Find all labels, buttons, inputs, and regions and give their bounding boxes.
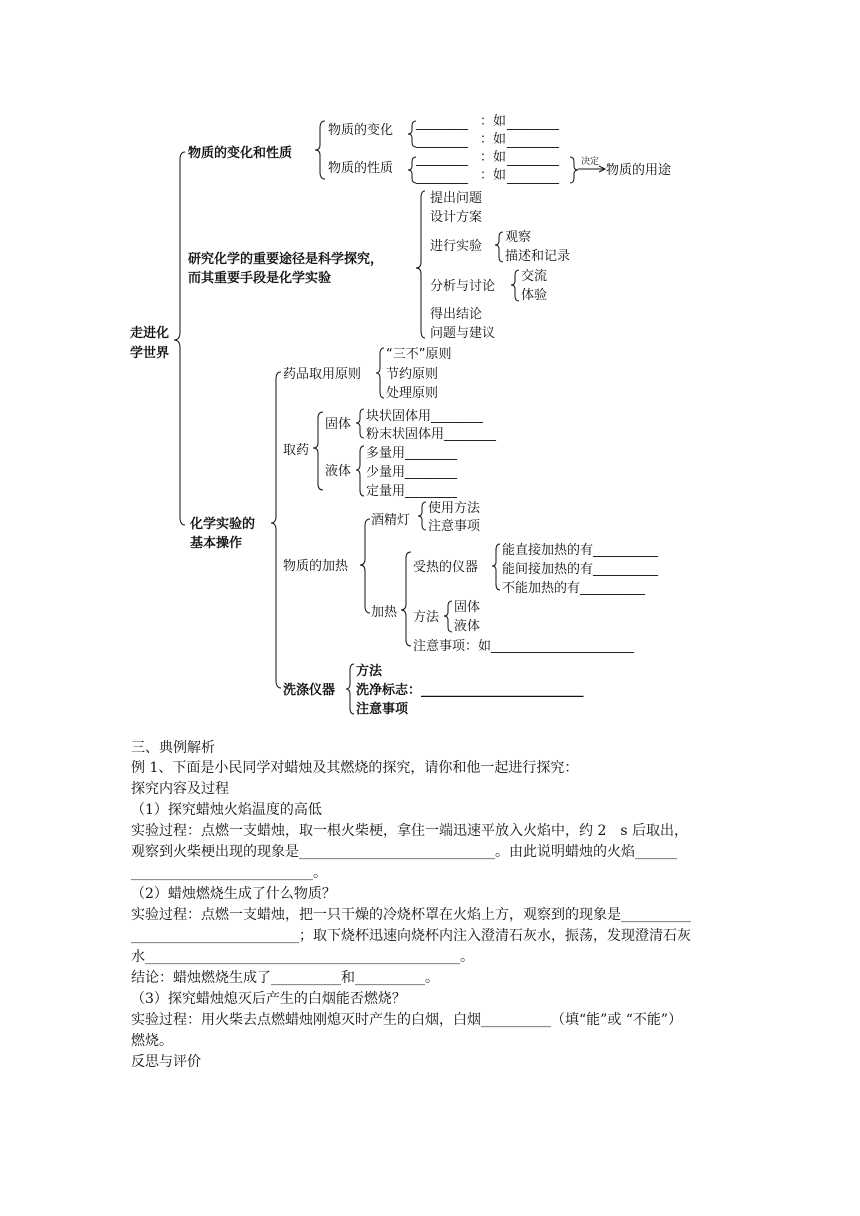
brace [315,121,325,179]
content-title: 探究内容及过程 [131,781,229,797]
lamp-item: 使用方法 [428,501,481,516]
principle-item: 节约原则 [386,367,439,382]
wash-item: 方法 [356,664,383,679]
brace [346,664,354,714]
step-label: 得出结论 [430,307,483,322]
paragraph-line: 实验过程：用火柴去点燃蜡烛刚熄灭时产生的白烟，白烟__________（填“能”或 “不能”） [131,1012,683,1028]
brace [356,446,364,496]
paragraph-line: 水_____________________________________________。 [131,949,474,965]
property-label: 物质的性质 [328,161,394,176]
brace [401,552,411,646]
principle-item: 处理原则 [386,386,439,401]
liquid-item: 定量用________ [366,484,458,499]
liquid-item: 多量用________ [366,446,458,461]
vessel-item: 能间接加热的有__________ [502,562,659,577]
blank-line: ________ [507,170,559,185]
solid-item: 粉末状固体用________ [366,427,497,442]
step-label: 提出问题 [430,191,483,206]
paragraph-line: __________________________。 [131,865,327,881]
example-label: ：如 [480,150,507,165]
branch-2-title: 而其重要手段是化学实验 [188,271,332,286]
example-intro: 例 1、下面是小民同学对蜡烛及其燃烧的探究，请你和他一起进行探究： [131,760,579,776]
step-label: 进行实验 [430,239,483,254]
example-text [131,758,736,1073]
lamp-item: 注意事项 [428,519,481,534]
wash-label: 洗涤仪器 [283,683,336,698]
blank-line: ________ [416,134,468,149]
step-label: 分析与讨论 [430,279,496,294]
root-title: 走进化 [130,326,170,341]
blank-line: ________ [416,116,468,131]
example-label: ：如 [480,114,507,129]
paragraph-line: 实验过程：点燃一支蜡烛，把一只干燥的冷烧杯罩在火焰上方，观察到的现象是__________ [131,907,691,923]
question-title: （1）探究蜡烛火焰温度的高低 [131,802,322,818]
solid-label: 固体 [325,417,352,432]
step-label: 描述和记录 [505,249,571,264]
paragraph-line: 观察到火柴梗出现的现象是____________________________。由此说明蜡烛的火焰______ [131,844,677,860]
brace [313,412,323,490]
section-heading: 三、典例解析 [131,740,215,756]
root-brace [174,152,185,525]
use-label: 物质的用途 [606,163,672,178]
paragraph-line: 燃烧。 [131,1033,173,1049]
wash-item: 洗净标志：_________________________ [356,683,584,698]
heating-label: 物质的加热 [283,559,349,574]
root-title: 学世界 [130,346,170,361]
example-label: ：如 [480,132,507,147]
liquid-label: 液体 [325,464,352,479]
decide-label: 决定 [581,157,600,167]
brace [495,232,503,262]
question-title: （3）探究蜡烛熄灭后产生的白烟能否燃烧？ [131,991,406,1007]
brace [408,157,416,183]
heat-notes: 注意事项：如______________________ [413,639,635,654]
brace [511,270,519,301]
brace [271,372,281,688]
step-label: 问题与建议 [430,326,496,341]
vessel-item: 不能加热的有__________ [502,581,646,596]
brace [570,157,578,183]
branch-1-title: 物质的变化和性质 [188,146,293,161]
blank-line: ________ [507,116,559,131]
branch-2-title: 研究化学的重要途径是科学探究， [188,252,384,267]
conclusion-line: 结论：蜡烛燃烧生成了__________和__________。 [131,970,439,986]
branch-3-title: 化学实验的 [190,517,256,532]
liquid-item: 少量用________ [366,465,458,480]
example-label: ：如 [480,168,507,183]
vessel-item: 能直接加热的有__________ [502,543,659,558]
branch-3-title: 基本操作 [190,536,243,551]
principle-item: “三不”原则 [386,347,452,362]
brace [418,502,426,530]
step-label: 设计方案 [430,210,483,225]
step-label: 观察 [505,230,532,245]
heat-label: 加热 [371,605,398,620]
brace [416,191,425,338]
question-title: （2）蜡烛燃烧生成了什么物质？ [131,886,336,902]
solid-item: 块状固体用________ [366,409,484,424]
vessel-label: 受热的仪器 [413,560,479,575]
brace [492,544,500,590]
brace [360,519,370,613]
step-label: 体验 [521,288,548,303]
step-label: 交流 [521,269,548,284]
paragraph-line: 实验过程：点燃一支蜡烛，取一根火柴梗，拿住一端迅速平放入火焰中，约 2 s 后取出， [131,823,688,839]
blank-line: ________ [507,152,559,167]
blank-line: ________ [416,170,468,185]
change-label: 物质的变化 [328,123,394,138]
brace [356,409,364,438]
principle-label: 药品取用原则 [283,367,362,382]
reflection-title: 反思与评价 [131,1054,201,1070]
method-label: 方法 [413,610,440,625]
paragraph-line: ________________________；取下烧杯迅速向烧杯内注入澄清石灰水，振荡，发现澄清石灰 [131,928,691,944]
brace [444,601,452,632]
blank-line: ________ [507,134,559,149]
lamp-label: 酒精灯 [371,513,411,528]
blank-line: ________ [416,152,468,167]
wash-item: 注意事项 [356,702,409,717]
method-item: 液体 [454,619,481,634]
brace [408,121,416,147]
brace [376,348,384,398]
method-item: 固体 [454,600,481,615]
take-label: 取药 [283,443,310,458]
